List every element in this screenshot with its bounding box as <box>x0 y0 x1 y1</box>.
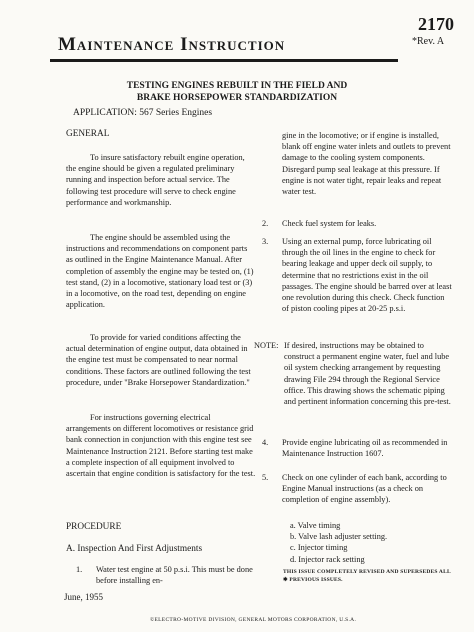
procedure-heading: PROCEDURE <box>66 522 122 532</box>
general-paragraph-2: The engine should be assembled using the instructions and recommendations on component parts as outlined in the Engine Maintenance Manual. After completion of assembly the engine may be tested on, (1) test stand, (2) in a locomotive, stationary load test or (3) in a locomotive, on the road test, depending on engine application. <box>66 233 254 310</box>
step-2 <box>262 218 452 232</box>
subitem: a. Valve timing <box>290 521 341 530</box>
subitem: d. Injector rack setting <box>290 554 365 564</box>
inspection-subheading: A. Inspection And First Adjustments <box>66 544 203 554</box>
step-1 <box>76 564 256 588</box>
subitem: c. Injector timing <box>290 543 348 553</box>
subitem: b. Valve lash adjuster setting. <box>290 532 388 542</box>
supersede-notice: THIS ISSUE COMPLETELY REVISED AND SUPERSEDES ALL ✱ PREVIOUS ISSUES. <box>283 569 451 583</box>
check-subitems <box>290 520 452 565</box>
note-label: NOTE: <box>254 341 279 350</box>
general-paragraph-4: For instructions governing electrical arrangements on different locomotives or resistance grid bank connection in conjunction with this engine test see Maintenance Instruction 2121. Before starting test make a complete inspection of all equipment involved to ascertain that engine condition is satisfactory for the test. <box>66 413 256 479</box>
step-number: 5. <box>262 473 269 482</box>
step-4 <box>262 437 452 473</box>
general-paragraph-1: To insure satisfactory rebuilt engine operation, the engine should be given a regulated preliminary running and inspection before actual service. The following test procedure will serve to check engine performance and workmanship. <box>66 153 245 207</box>
step-number: 4. <box>262 438 269 447</box>
subject-title-line-2: BRAKE HORSEPOWER STANDARDIZATION <box>136 93 338 103</box>
document-number: 2170 <box>418 14 454 34</box>
step-number: 1. <box>76 565 83 574</box>
issue-date: June, 1955 <box>64 592 103 602</box>
step-5 <box>262 472 452 518</box>
note-text: If desired, instructions may be obtained to construct a permanent engine water, fuel and lube oil system checking arrangement by requesting drawing File 294 through the Regional Service office. This drawing shows the schematic piping and pertinent information concerning this pre-test. <box>284 341 451 407</box>
publisher-line: ©ELECTRO-MOTIVE DIVISION, GENERAL MOTORS CORPORATION, U.S.A. <box>150 617 357 623</box>
step-number: 3. <box>262 237 269 246</box>
step-text: Check fuel system for leaks. <box>282 219 377 228</box>
title-rule <box>50 59 398 62</box>
general-paragraph-3: To provide for varied conditions affecting the actual determination of engine output, data obtained in the engine test must be compensated to near normal conditions. These factors are outlined following the test procedure, under "Brake Horsepower Standardization." <box>66 333 251 387</box>
step-text: Check on one cylinder of each bank, according to Engine Manual instructions (as a check on completion of engine assembly). <box>282 473 447 505</box>
step-number: 2. <box>262 219 269 228</box>
application-line: APPLICATION: 567 Series Engines <box>73 108 213 118</box>
revision-label: *Rev. A <box>412 36 445 47</box>
step-1-continuation: gine in the locomotive; or if engine is installed, blank off engine water inlets and outlets to prevent damage to the cooling system components. Disregard pump seal leakage at this pressure. If engine is not water tight, repair leaks and repeat water test. <box>282 131 451 197</box>
document-title: Maintenance Instruction <box>58 34 286 55</box>
step-text: Using an external pump, force lubricating oil through the oil lines in the engine to check for bearing leakage and upper deck oil supply, to determine that no restrictions exist in the oil passages. The engine should be barred over at least one revolution during this check. Check function of piston cooling pipes at 20-25 p.s.i. <box>282 237 452 314</box>
step-text: Water test engine at 50 p.s.i. This must be done before installing en- <box>96 565 253 586</box>
note <box>254 340 452 432</box>
general-heading: GENERAL <box>66 129 110 139</box>
step-3 <box>262 236 452 340</box>
step-text: Provide engine lubricating oil as recommended in Maintenance Instruction 1607. <box>282 438 448 459</box>
subject-title-line-1: TESTING ENGINES REBUILT IN THE FIELD AND <box>126 81 348 91</box>
